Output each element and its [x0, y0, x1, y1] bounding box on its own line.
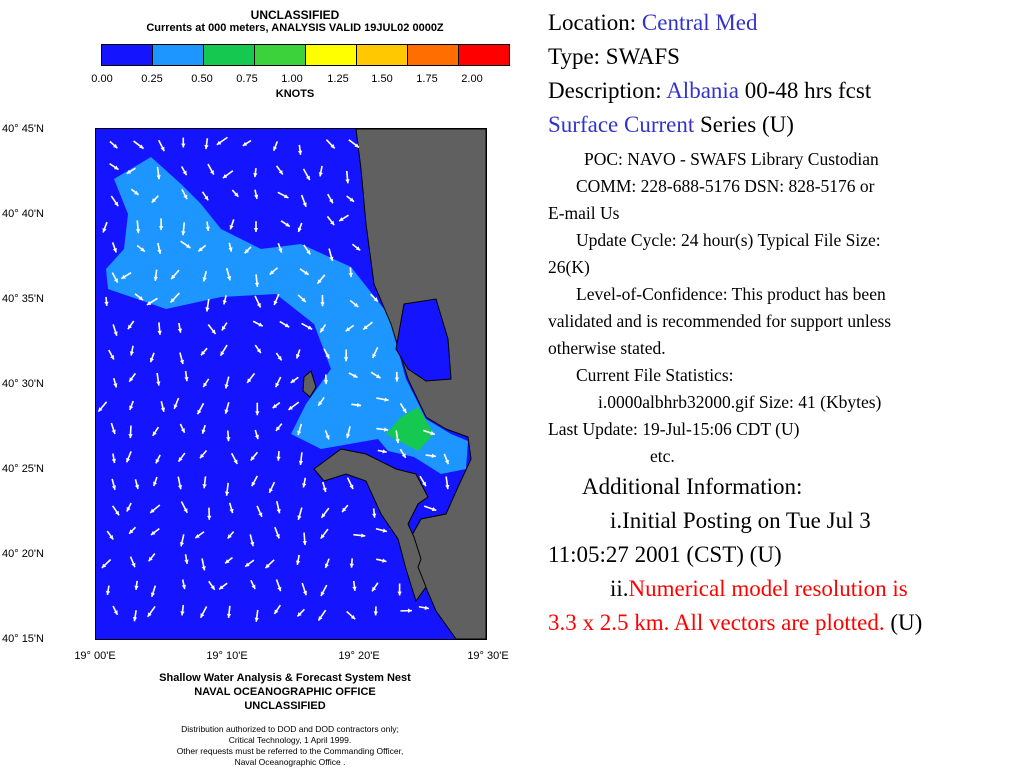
surface-current-link[interactable]: Surface Current [548, 112, 695, 137]
scale-tick-label: 1.75 [416, 73, 438, 85]
albania-link[interactable]: Albania [666, 78, 739, 103]
description-rest: 00-48 hrs fcst [744, 78, 872, 103]
scale-tick-label: 0.75 [236, 73, 258, 85]
comm-line: COMM: 228-688-5176 DSN: 828-5176 or [576, 176, 875, 196]
latitude-label: 40° 30'N [2, 378, 44, 390]
current-map-canvas [96, 129, 486, 639]
additional-item-2 [548, 572, 1018, 606]
scale-swatch [459, 45, 509, 65]
distribution-notice: Other requests must be referred to the Commanding Officer, [176, 746, 404, 756]
stats-file-line: i.0000albhrb32000.gif Size: 41 (Kbytes) [598, 392, 882, 412]
scale-tick-label: 0.50 [191, 73, 213, 85]
additional-item-1-cont: 11:05:27 2001 (CST) (U) [548, 542, 782, 567]
description-label: Description: [548, 78, 662, 103]
description-line [548, 74, 1018, 108]
footer-system-name: Shallow Water Analysis & Forecast System Nest [159, 672, 411, 684]
latitude-label: 40° 40'N [2, 208, 44, 220]
additional-info-heading: Additional Information: [582, 474, 803, 499]
product-info-panel [548, 6, 1018, 640]
email-link[interactable]: E-mail Us [548, 203, 620, 223]
scale-swatch [204, 45, 255, 65]
color-scale [101, 44, 510, 66]
distribution-notice: Naval Oceanographic Office . [234, 757, 346, 767]
item-2-prefix: ii. [610, 576, 629, 601]
latitude-label: 40° 35'N [2, 293, 44, 305]
scale-swatch [306, 45, 357, 65]
footer-classification: UNCLASSIFIED [244, 700, 326, 712]
latitude-label: 40° 20'N [2, 548, 44, 560]
scale-tick-label: 2.00 [461, 73, 483, 85]
location-link[interactable]: Central Med [641, 10, 758, 35]
item-2-suffix: (U) [890, 610, 923, 635]
latitude-label: 40° 25'N [2, 463, 44, 475]
file-size-line: 26(K) [548, 257, 590, 277]
scale-swatch [408, 45, 459, 65]
footer-office: NAVAL OCEANOGRAPHIC OFFICE [194, 686, 376, 698]
current-map [95, 128, 487, 640]
longitude-label: 19° 00'E [74, 650, 116, 662]
scale-tick-label: 1.00 [281, 73, 303, 85]
resolution-note: 3.3 x 2.5 km. All vectors are plotted. [548, 610, 885, 635]
confidence-line: validated and is recommended for support unless [548, 311, 892, 331]
type-line: Type: SWAFS [548, 44, 680, 69]
scale-tick-label: 1.25 [327, 73, 349, 85]
scale-tick-label: 0.25 [141, 73, 163, 85]
longitude-label: 19° 20'E [338, 650, 380, 662]
confidence-line: Level-of-Confidence: This product has been [576, 284, 886, 304]
series-rest: Series (U) [700, 112, 794, 137]
longitude-label: 19° 30'E [467, 650, 509, 662]
classification-header: UNCLASSIFIED [250, 8, 340, 22]
update-cycle-line: Update Cycle: 24 hour(s) Typical File Size: [576, 230, 881, 250]
stats-label: Current File Statistics: [576, 365, 734, 385]
additional-item-1: i.Initial Posting on Tue Jul 3 [610, 508, 871, 533]
last-update-line: Last Update: 19-Jul-15:06 CDT (U) [548, 419, 800, 439]
poc-line: POC: NAVO - SWAFS Library Custodian [584, 149, 879, 169]
confidence-line: otherwise stated. [548, 338, 666, 358]
longitude-label: 19° 10'E [206, 650, 248, 662]
scale-swatch [357, 45, 408, 65]
distribution-notice: Critical Technology, 1 April 1999. [228, 735, 352, 745]
latitude-label: 40° 45'N [2, 123, 44, 135]
distribution-notice: Distribution authorized to DOD and DOD contractors only; [181, 724, 399, 734]
map-title: Currents at 000 meters, ANALYSIS VALID 19JUL02 0000Z [146, 22, 444, 34]
units-label: KNOTS [275, 88, 315, 100]
series-line [548, 108, 1018, 142]
scale-tick-label: 0.00 [91, 73, 113, 85]
scale-tick-label: 1.50 [371, 73, 393, 85]
scale-swatch [102, 45, 153, 65]
scale-swatch [153, 45, 204, 65]
location-label: Location: [548, 10, 637, 35]
scale-swatch [255, 45, 306, 65]
etc-line: etc. [650, 446, 675, 466]
additional-item-2-cont [548, 606, 1018, 640]
location-line [548, 6, 1018, 40]
latitude-label: 40° 15'N [2, 633, 44, 645]
resolution-note: Numerical model resolution is [628, 576, 908, 601]
